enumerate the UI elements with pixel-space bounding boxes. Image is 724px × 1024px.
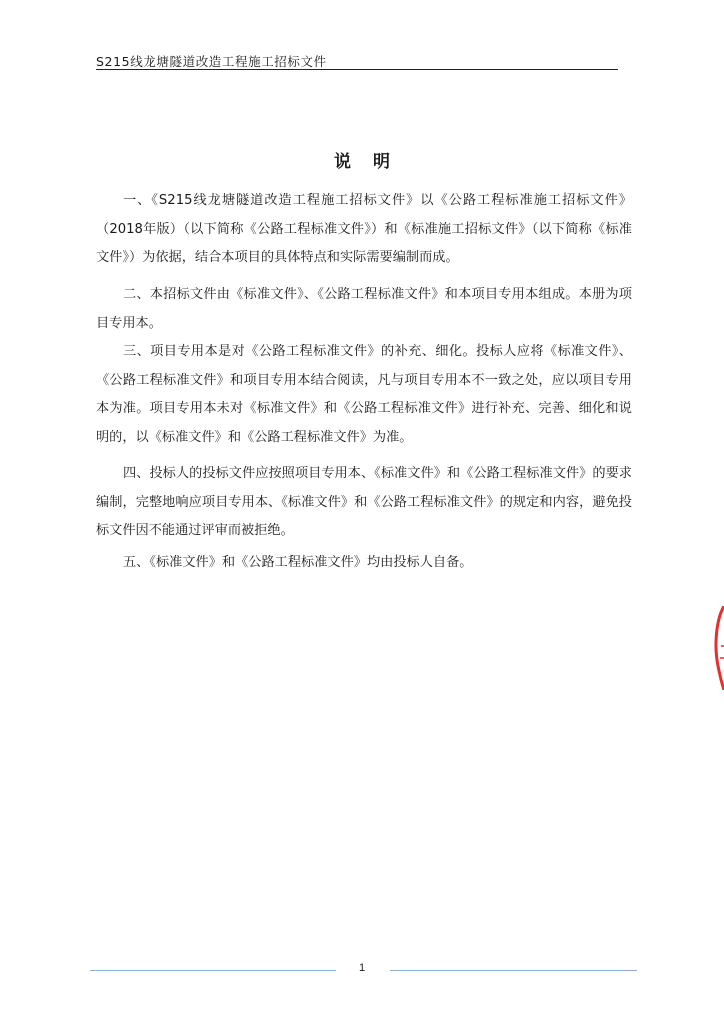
- paragraph-1: 一、《S215线龙塘隧道改造工程施工招标文件》以《公路工程标准施工招标文件》（2018年版）（以下简称《公路工程标准文件》）和《标准施工招标文件》（以下简称《标准文件》）为依据，结合本项目的具体特点和实际需要编制而成。: [96, 193, 632, 266]
- paragraph-2: 二、本招标文件由《标准文件》、《公路工程标准文件》和本项目专用本组成。本册为项目专用本。: [96, 287, 632, 331]
- paragraph-4: 四、投标人的投标文件应按照项目专用本、《标准文件》和《公路工程标准文件》的要求编制，完整地响应项目专用本、《标准文件》和《公路工程标准文件》的规定和内容，避免投标文件因不能通过评审而被拒绝。: [96, 466, 632, 539]
- paragraph-5: 五、《标准文件》和《公路工程标准文件》均由投标人自备。: [123, 555, 473, 570]
- page-number: 1: [358, 962, 366, 974]
- footer-rule-left: [90, 970, 336, 971]
- document-title: 说明: [334, 152, 412, 172]
- paragraph-3: 三、项目专用本是对《公路工程标准文件》的补充、细化。投标人应将《标准文件》、《公路工程标准文件》和项目专用本结合阅读，凡与项目专用本不一致之处，应以项目专用本为准。项目专用本未对《标准文件》和《公路工程标准文件》进行补充、完善、细化和说明的，以《标准文件》和《公路工程标准文件》为准。: [96, 344, 632, 445]
- seal-stamp-edge: [714, 606, 724, 690]
- page-header: [96, 52, 618, 70]
- footer-rule-right: [390, 970, 637, 971]
- header-title: S215线龙塘隧道改造工程施工招标文件: [96, 54, 327, 69]
